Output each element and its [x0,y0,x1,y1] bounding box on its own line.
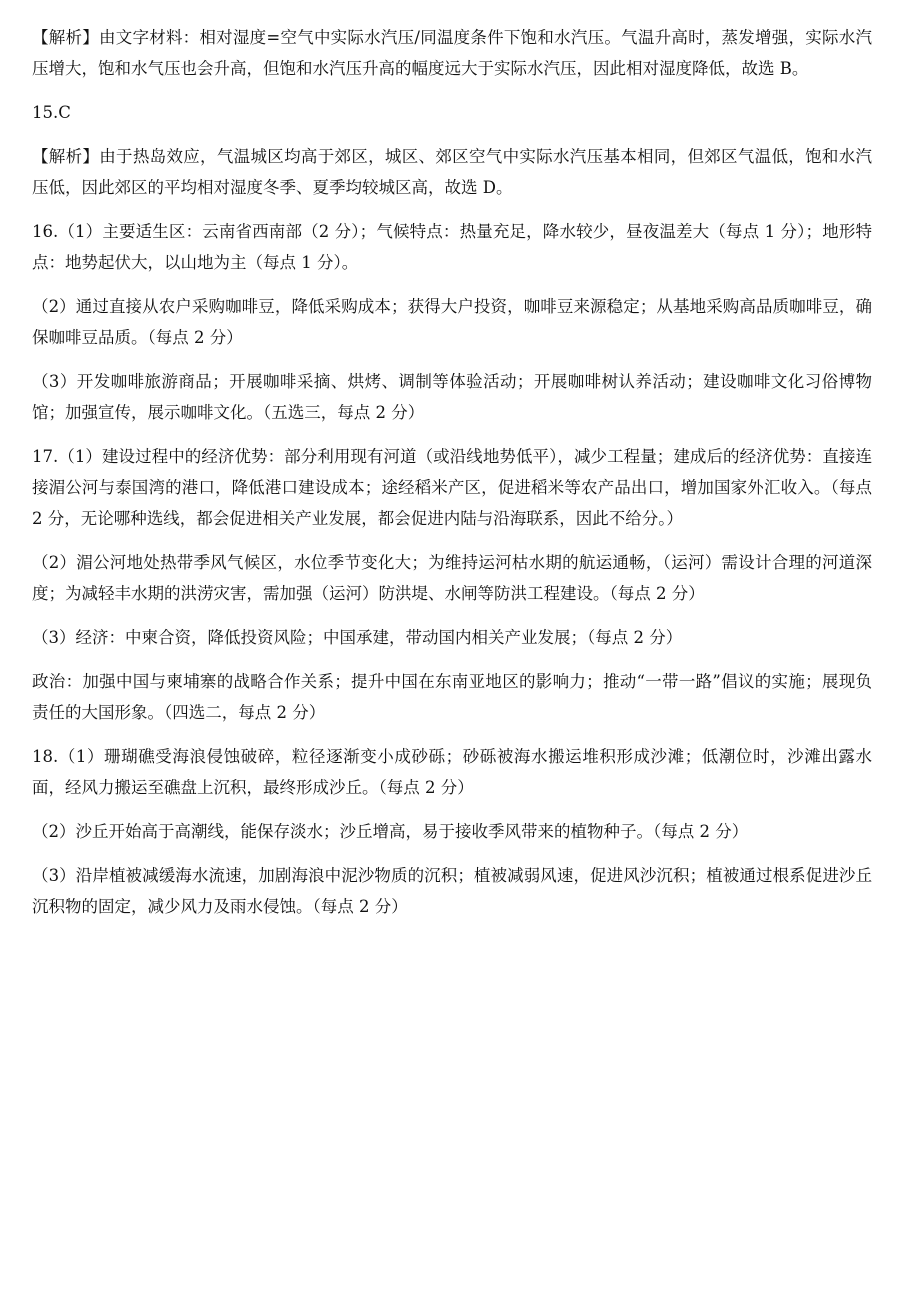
analysis-q15: 【解析】由于热岛效应，气温城区均高于郊区，城区、郊区空气中实际水汽压基本相同，但郊区气温低，饱和水汽压低，因此郊区的平均相对湿度冬季、夏季均较城区高，故选 D。 [32,147,872,197]
answer-q18-part3: （3）沿岸植被减缓海水流速，加剧海浪中泥沙物质的沉积；植被减弱风速，促进风沙沉积；植被通过根系促进沙丘沉积物的固定，减少风力及雨水侵蚀。（每点 2 分） [32,866,872,916]
answer-q17-part3-economy: （3）经济：中柬合资，降低投资风险；中国承建，带动国内相关产业发展；（每点 2 分） [32,628,683,647]
answer-q17-part1: 17.（1）建设过程中的经济优势：部分利用现有河道（或沿线地势低平），减少工程量；建成后的经济优势：直接连接湄公河与泰国湾的港口，降低港口建设成本；途经稻米产区，促进稻米等农产品出口，增加国家外汇收入。（每点 2 分，无论哪种选线，都会促进相关产业发展，都会促进内陆与沿海联系，因此不给分。） [32,447,872,528]
answer-q18-part1: 18.（1）珊瑚礁受海浪侵蚀破碎，粒径逐渐变小成砂砾；砂砾被海水搬运堆积形成沙滩；低潮位时，沙滩出露水面，经风力搬运至礁盘上沉积，最终形成沙丘。（每点 2 分） [32,747,872,797]
answer-q16-part2: （2）通过直接从农户采购咖啡豆，降低采购成本；获得大户投资，咖啡豆来源稳定；从基地采购高品质咖啡豆，确保咖啡豆品质。（每点 2 分） [32,297,872,347]
answer-q17-part3-politics: 政治：加强中国与柬埔寨的战略合作关系；提升中国在东南亚地区的影响力；推动“一带一路”倡议的实施；展现负责任的大国形象。（四选二，每点 2 分） [32,672,872,722]
answer-q18-part2: （2）沙丘开始高于高潮线，能保存淡水；沙丘增高，易于接收季风带来的植物种子。（每点 2 分） [32,822,749,841]
answer-q16-part1: 16.（1）主要适生区：云南省西南部（2 分）；气候特点：热量充足，降水较少，昼夜温差大（每点 1 分）；地形特点：地势起伏大，以山地为主（每点 1 分）。 [32,222,872,272]
answer-q16-part3: （3）开发咖啡旅游商品；开展咖啡采摘、烘烤、调制等体验活动；开展咖啡树认养活动；建设咖啡文化习俗博物馆；加强宣传，展示咖啡文化。（五选三，每点 2 分） [32,372,872,422]
analysis-q14: 【解析】由文字材料：相对湿度=空气中实际水汽压/同温度条件下饱和水汽压。气温升高时，蒸发增强，实际水汽压增大，饱和水气压也会升高，但饱和水汽压升高的幅度远大于实际水汽压，因此相对湿度降低，故选 B。 [32,28,872,78]
answer-q17-part2: （2）湄公河地处热带季风气候区，水位季节变化大；为维持运河枯水期的航运通畅，（运河）需设计合理的河道深度；为减轻丰水期的洪涝灾害，需加强（运河）防洪堤、水闸等防洪工程建设。（每点 2 分） [32,553,872,603]
answer-document [32,22,872,935]
answer-q15: 15.C [32,103,71,122]
